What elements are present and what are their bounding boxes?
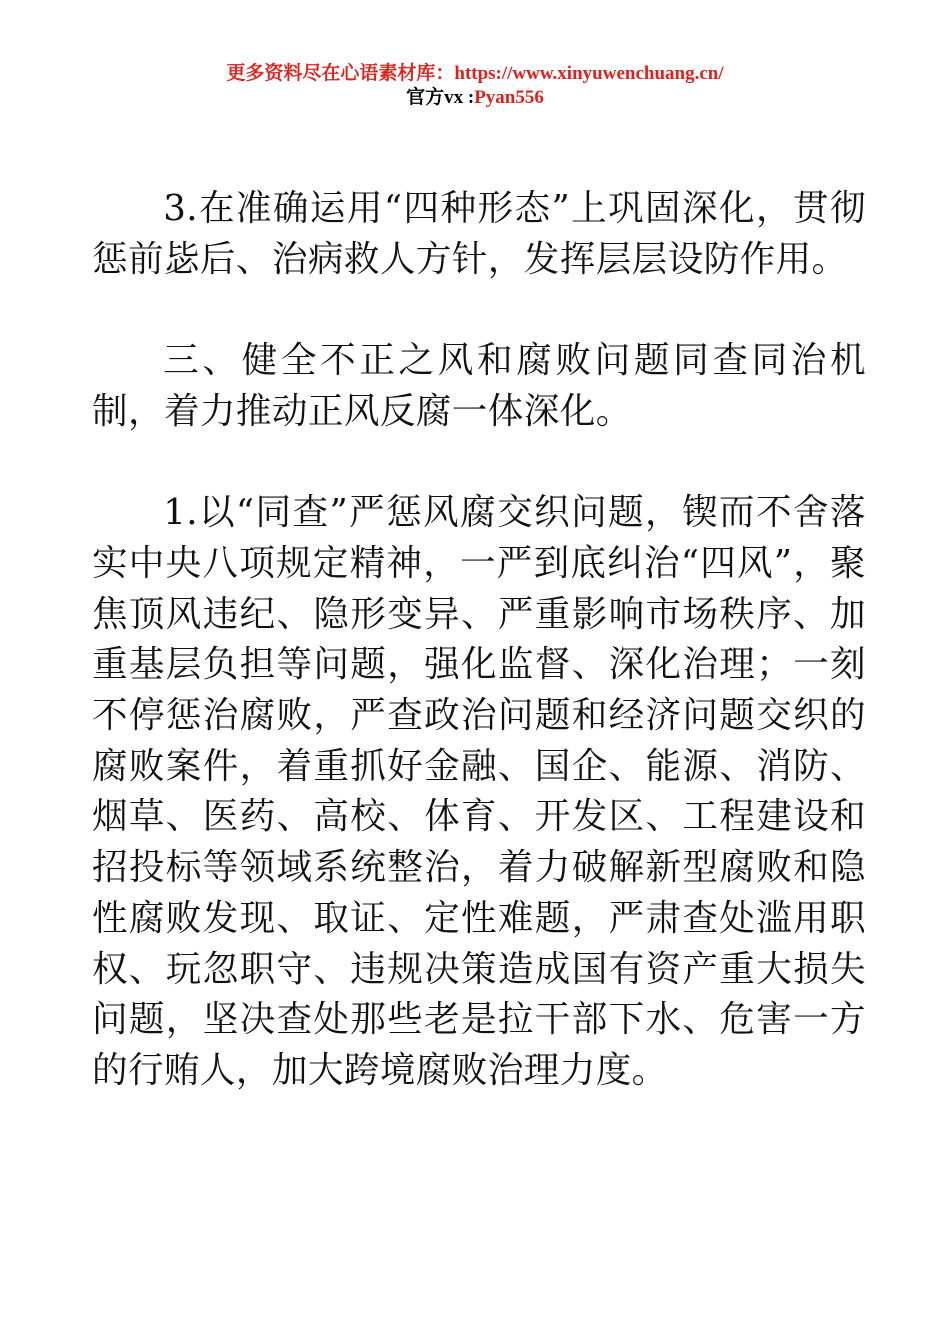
promo-link-text[interactable]: 更多资料尽在心语素材库：https://www.xinyuwenchuang.cn/ [226, 63, 724, 84]
paragraph-item-1: 1.以“同查”严惩风腐交织问题，锲而不舍落实中央八项规定精神，一严到底纠治“四风”，聚焦顶风违纪、隐形变异、严重影响市场秩序、加重基层负担等问题，强化监督、深化治理；一刻不停惩治腐败，严查政治问题和经济问题交织的腐败案件，着重抓好金融、国企、能源、消防、烟草、医药、高校、体育、开发区、工程建设和招投标等领域系统整治，着力破解新型腐败和隐性腐败发现、取证、定性难题，严肃查处滥用职权、玩忽职守、违规决策造成国有资产重大损失问题，坚决查处那些老是拉干部下水、危害一方的行贿人，加大跨境腐败治理力度。 [92, 492, 866, 1091]
document-body [92, 184, 866, 1097]
section-heading-3: 三、健全不正之风和腐败问题同查同治机制，着力推动正风反腐一体深化。 [92, 340, 866, 432]
page-header [0, 62, 950, 110]
paragraph-item-3: 3.在准确运用“四种形态”上巩固深化，贯彻惩前毖后、治病救人方针，发挥层层设防作用。 [92, 188, 866, 280]
contact-handle: Pyan556 [474, 87, 544, 108]
contact-label: 官方vx : [406, 87, 475, 108]
contact-line [0, 86, 950, 110]
